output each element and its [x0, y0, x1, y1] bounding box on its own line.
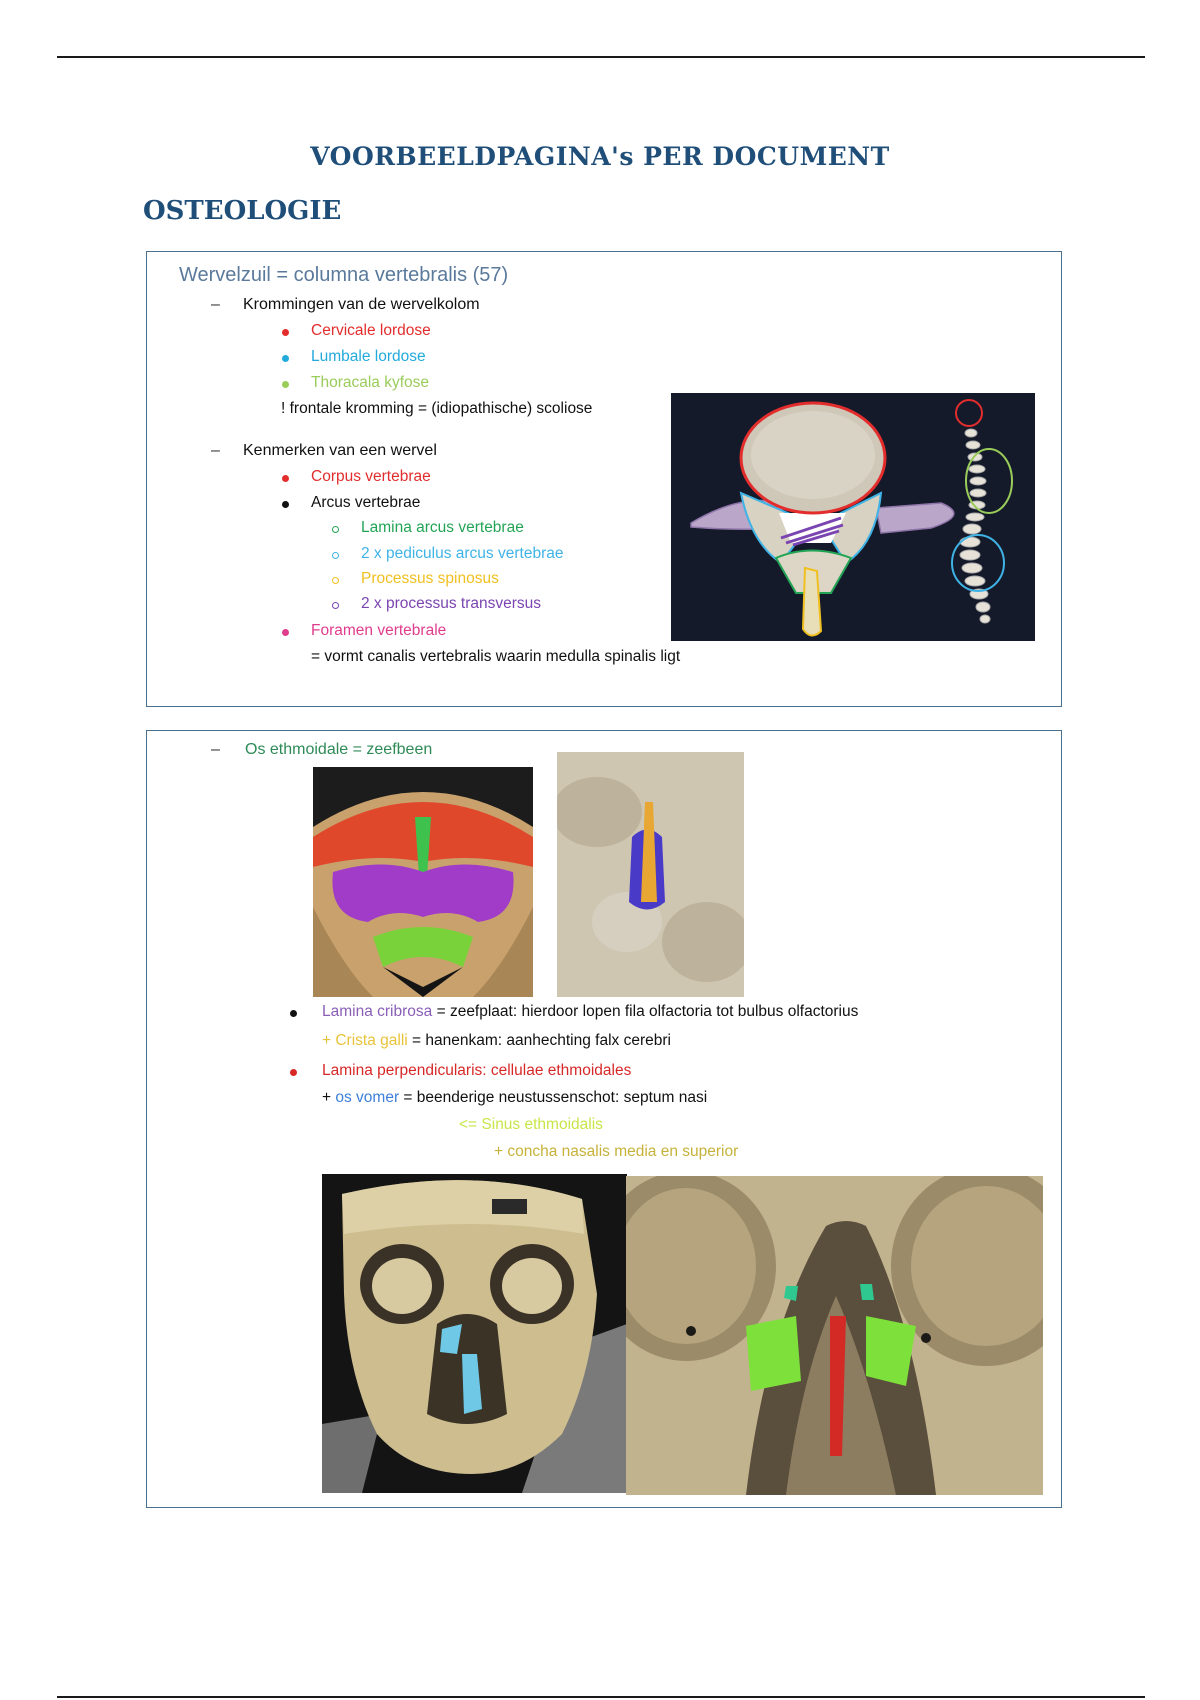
lamina-perpendicularis: Lamina perpendicularis: cellulae ethmoidales	[322, 1062, 632, 1079]
os-vomer-plus: +	[322, 1089, 336, 1106]
page-title: VOORBEELDPAGINA's PER DOCUMENT	[310, 142, 890, 171]
lamina-cribrosa-term: Lamina cribrosa	[322, 1003, 433, 1020]
lamina-cribrosa-illustration	[557, 752, 744, 997]
dash-bullet: –	[211, 296, 220, 313]
foramen-label: Foramen vertebrale	[311, 622, 447, 639]
vertebra-image	[671, 393, 1035, 641]
bullet-dot	[290, 1010, 297, 1017]
dash-bullet: –	[211, 741, 220, 758]
arcus-sub-item: Processus spinosus	[361, 570, 499, 587]
concha-nasalis: + concha nasalis media en superior	[494, 1143, 739, 1160]
vertebra-illustration	[671, 393, 1035, 641]
bullet-dot	[282, 629, 289, 636]
slide-os-ethmoidale	[146, 730, 1062, 1508]
skull-base-illustration	[313, 767, 533, 997]
lamina-cribrosa-line	[322, 1003, 858, 1021]
kromming-heading: Krommingen van de wervelkolom	[243, 296, 480, 313]
kromming-note: ! frontale kromming = (idiopathische) scoliose	[281, 400, 593, 417]
bullet-dot	[282, 475, 289, 482]
arcus-sub-item: 2 x pediculus arcus vertebrae	[361, 545, 564, 562]
kromming-item: Cervicale lordose	[311, 322, 431, 339]
skull-base-image	[313, 767, 533, 997]
lamina-cribrosa-desc: = zeefplaat: hierdoor lopen fila olfactoria tot bulbus olfactorius	[432, 1003, 859, 1020]
skull-frontal-illustration	[322, 1174, 627, 1493]
bullet-dot	[282, 381, 289, 388]
kromming-item: Lumbale lordose	[311, 348, 426, 365]
ethmoid-heading: Os ethmoidale = zeefbeen	[245, 741, 433, 758]
arcus-sub-item: 2 x processus transversus	[361, 595, 542, 612]
arcus-sub-item: Lamina arcus vertebrae	[361, 519, 524, 536]
sub-bullet-circle	[332, 602, 339, 609]
footer-rule	[57, 1696, 1145, 1698]
crista-galli-desc: = hanenkam: aanhechting falx cerebri	[407, 1032, 671, 1049]
os-vomer-term: os vomer	[335, 1089, 400, 1106]
bullet-dot	[290, 1069, 297, 1076]
dash-bullet: –	[211, 442, 220, 459]
crista-galli-term: + Crista galli	[322, 1032, 408, 1049]
sub-bullet-circle	[332, 577, 339, 584]
os-vomer-desc: = beenderige neustussenschot: septum nasi	[399, 1089, 708, 1106]
sinus-ethmoidalis: <= Sinus ethmoidalis	[459, 1116, 603, 1133]
slide-vertebral-column	[146, 251, 1062, 707]
sub-bullet-circle	[332, 526, 339, 533]
nasal-cavity-image	[626, 1176, 1043, 1495]
sub-bullet-circle	[332, 552, 339, 559]
kenmerken-heading: Kenmerken van een wervel	[243, 442, 437, 459]
section-title: OSTEOLOGIE	[143, 196, 342, 226]
slide-title: Wervelzuil = columna vertebralis (57)	[179, 264, 509, 286]
bullet-dot	[282, 329, 289, 336]
arcus-label: Arcus vertebrae	[311, 494, 421, 511]
nasal-cavity-illustration	[626, 1176, 1043, 1495]
foramen-description: = vormt canalis vertebralis waarin medulla spinalis ligt	[311, 648, 681, 665]
bullet-dot	[282, 501, 289, 508]
corpus-label: Corpus vertebrae	[311, 468, 431, 485]
crista-galli-line	[322, 1032, 671, 1050]
bullet-dot	[282, 355, 289, 362]
header-rule	[57, 56, 1145, 58]
os-vomer-line	[322, 1089, 707, 1107]
kromming-item: Thoracala kyfose	[311, 374, 430, 391]
skull-frontal-image	[322, 1174, 627, 1493]
lamina-cribrosa-image	[557, 752, 744, 997]
